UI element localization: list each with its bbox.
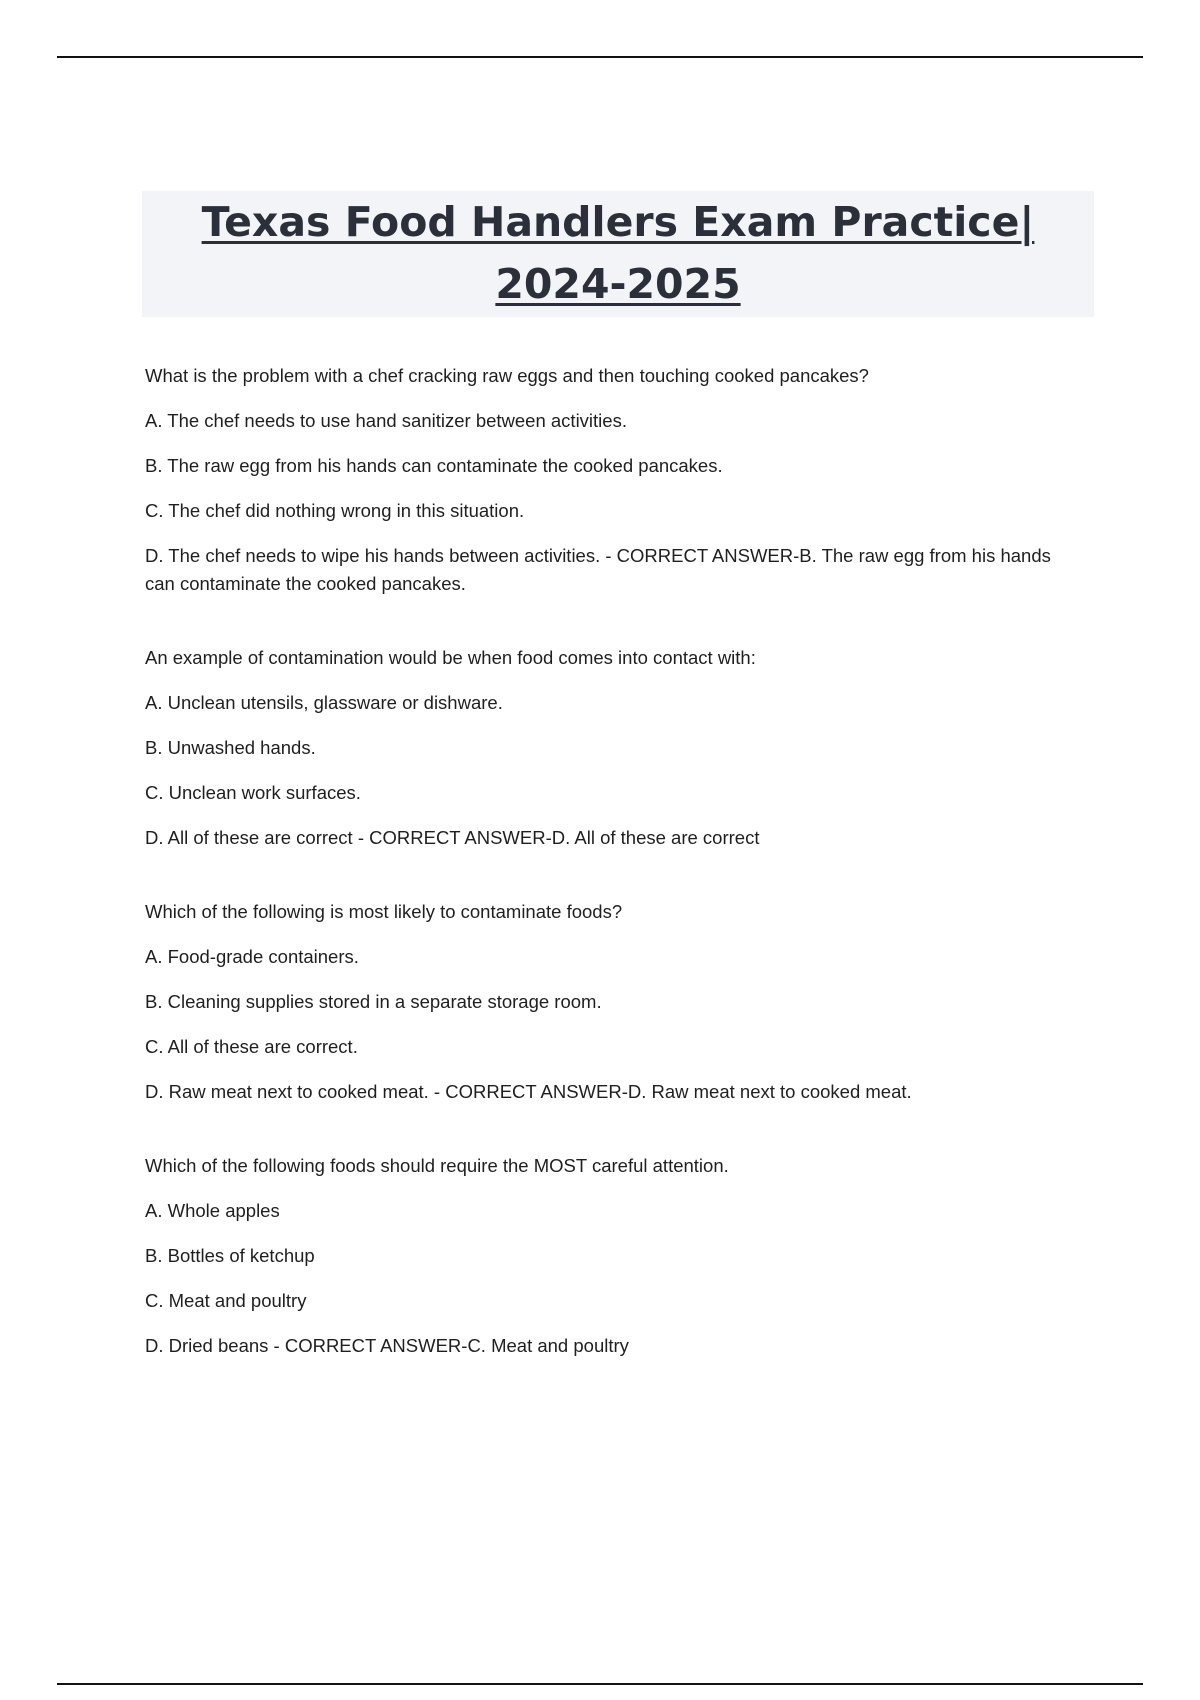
answer-option-c: C. Unclean work surfaces. xyxy=(145,782,361,803)
answer-option-a: A. Whole apples xyxy=(145,1200,280,1221)
question-prompt: What is the problem with a chef cracking raw eggs and then touching cooked pancakes? xyxy=(145,365,869,386)
answer-option-d-with-correct-answer: D. Raw meat next to cooked meat. - CORRECT ANSWER-D. Raw meat next to cooked meat. xyxy=(145,1081,912,1102)
question-prompt: Which of the following foods should require the MOST careful attention. xyxy=(145,1155,729,1176)
answer-option-a: A. Food-grade containers. xyxy=(145,946,359,967)
footer-rule xyxy=(57,1683,1143,1685)
answer-option-c: C. Meat and poultry xyxy=(145,1290,307,1311)
answer-option-c: C. All of these are correct. xyxy=(145,1036,358,1057)
question-list xyxy=(145,362,1075,1406)
question-prompt: An example of contamination would be when food comes into contact with: xyxy=(145,647,756,668)
question-block-4 xyxy=(145,1152,1075,1360)
answer-option-b: B. Unwashed hands. xyxy=(145,737,316,758)
question-prompt: Which of the following is most likely to contaminate foods? xyxy=(145,901,623,922)
question-block-2 xyxy=(145,644,1075,852)
answer-option-d-with-correct-answer: D. All of these are correct - CORRECT ANSWER-D. All of these are correct xyxy=(145,827,760,848)
title-banner xyxy=(142,191,1094,317)
answer-option-c: C. The chef did nothing wrong in this situation. xyxy=(145,500,525,521)
answer-option-d-with-correct-answer: D. The chef needs to wipe his hands between activities. - CORRECT ANSWER-B. The raw egg from his hands can contaminate the cooked pancakes. xyxy=(145,545,1051,594)
question-block-1 xyxy=(145,362,1075,598)
answer-option-a: A. The chef needs to use hand sanitizer between activities. xyxy=(145,410,627,431)
answer-option-b: B. Bottles of ketchup xyxy=(145,1245,315,1266)
answer-option-b: B. The raw egg from his hands can contaminate the cooked pancakes. xyxy=(145,455,723,476)
answer-option-d-with-correct-answer: D. Dried beans - CORRECT ANSWER-C. Meat and poultry xyxy=(145,1335,629,1356)
document-title-line-1: Texas Food Handlers Exam Practice| xyxy=(201,198,1035,246)
question-block-3 xyxy=(145,898,1075,1106)
answer-option-b: B. Cleaning supplies stored in a separate storage room. xyxy=(145,991,602,1012)
header-rule xyxy=(57,56,1143,58)
answer-option-a: A. Unclean utensils, glassware or dishware. xyxy=(145,692,503,713)
document-title-line-2: 2024-2025 xyxy=(495,260,741,308)
